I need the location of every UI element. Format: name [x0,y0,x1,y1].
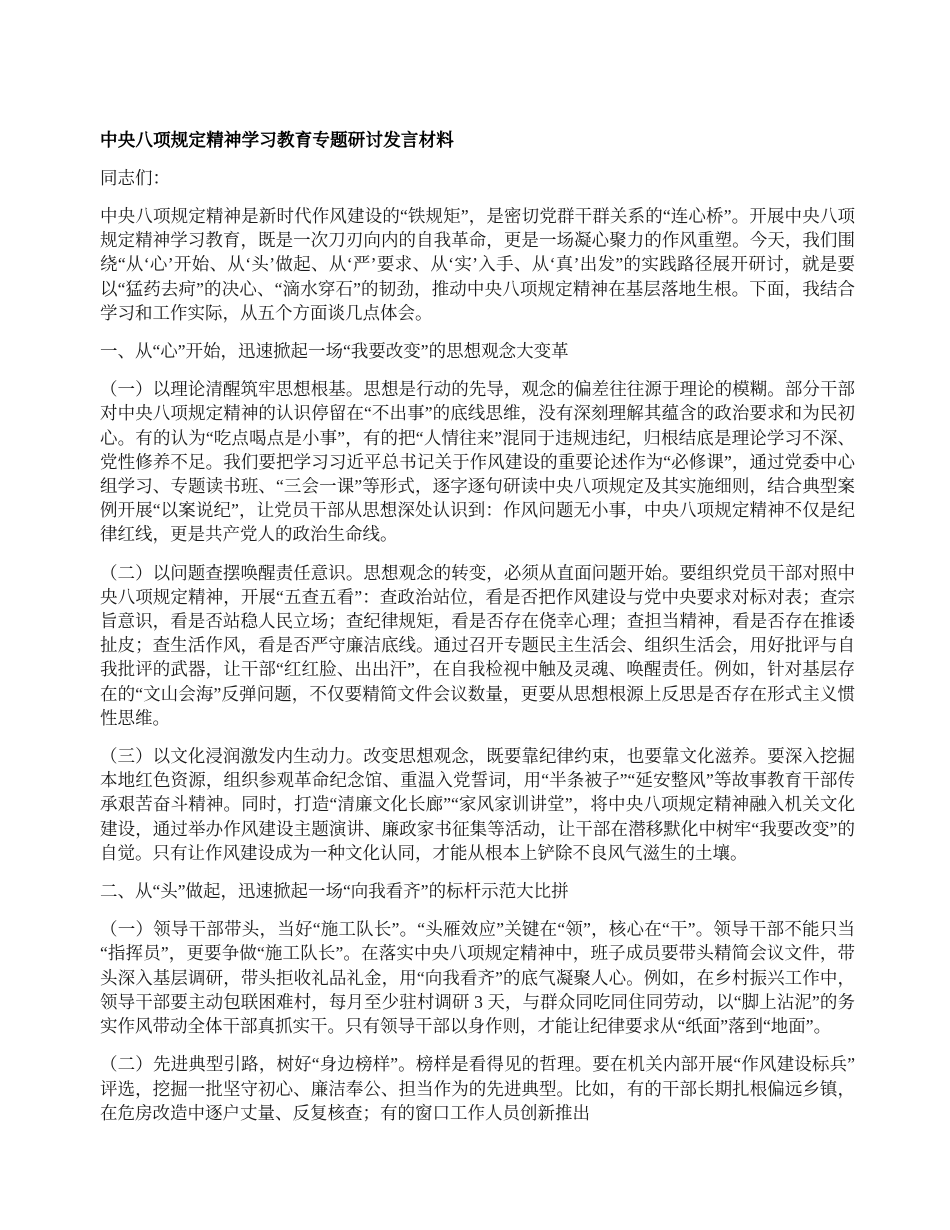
paragraph-section-2-item-2: （二）先进典型引路，树好“身边榜样”。榜样是看得见的哲理。要在机关内部开展“作风建设标兵”评选，挖掘一批坚守初心、廉洁奉公、担当作为的先进典型。比如，有的干部长期扎根偏远乡镇，在危房改造中逐户丈量、反复核查；有的窗口工作人员创新推出 [100,1054,855,1123]
section-heading-1: 一、从“心”开始，迅速掀起一场“我要改变”的思想观念大变革 [100,341,569,362]
paragraph-section-2-item-1: （一）领导干部带头，当好“施工队长”。“头雁效应”关键在“领”，核心在“干”。领导干部不能只当“指挥员”，更要争做“施工队长”。在落实中央八项规定精神中，班子成员要带头精简会议文件，带头深入基层调研，带头拒收礼品礼金，用“向我看齐”的底气凝聚人心。例如，在乡村振兴工作中，领导干部要主动包联困难村，每月至少驻村调研 3 天，与群众同吃同住同劳动，以“脚上沾泥”的务实作风带动全体干部真抓实干。只有领导干部以身作则，才能让纪律要求从“纸面”落到“地面”。 [100,919,855,1037]
section-heading-2: 二、从“头”做起，迅速掀起一场“向我看齐”的标杆示范大比拼 [100,881,569,902]
salutation: 同志们： [100,168,170,188]
paragraph-section-1-item-1: （一）以理论清醒筑牢思想根基。思想是行动的先导，观念的偏差往往源于理论的模糊。部分干部对中央八项规定精神的认识停留在“不出事”的底线思维，没有深刻理解其蕴含的政治要求和为民初心。有的认为“吃点喝点是小事”，有的把“人情往来”混同于违规违纪，归根结底是理论学习不深、党性修养不足。我们要把学习习近平总书记关于作风建设的重要论述作为“必修课”，通过党委中心组学习、专题读书班、“三会一课”等形式，逐字逐句研读中央八项规定及其实施细则，结合典型案例开展“以案说纪”，让党员干部从思想深处认识到：作风问题无小事，中央八项规定精神不仅是纪律红线，更是共产党人的政治生命线。 [100,379,855,545]
paragraph-intro: 中央八项规定精神是新时代作风建设的“铁规矩”，是密切党群干群关系的“连心桥”。开展中央八项规定精神学习教育，既是一次刀刃向内的自我革命，更是一场凝心聚力的作风重塑。今天，我们围绕“从‘心’开始、从‘头’做起、从‘严’要求、从‘实’入手、从‘真’出发”的实践路径展开研讨，就是要以“猛药去疴”的决心、“滴水穿石”的韧劲，推动中央八项规定精神在基层落地生根。下面，我结合学习和工作实际，从五个方面谈几点体会。 [100,206,855,323]
paragraph-section-1-item-3: （三）以文化浸润激发内生动力。改变思想观念，既要靠纪律约束，也要靠文化滋养。要深入挖掘本地红色资源，组织参观革命纪念馆、重温入党誓词，用“半条被子”“延安整风”等故事教育干部传承艰苦奋斗精神。同时，打造“清廉文化长廊”“家风家训讲堂”，将中央八项规定精神融入机关文化建设，通过举办作风建设主题演讲、廉政家书征集等活动，让干部在潜移默化中树牢“我要改变”的自觉。只有让作风建设成为一种文化认同，才能从根本上铲除不良风气滋生的土壤。 [100,746,855,863]
paragraph-section-1-item-2: （二）以问题查摆唤醒责任意识。思想观念的转变，必须从直面问题开始。要组织党员干部对照中央八项规定精神，开展“五查五看”：查政治站位，看是否把作风建设与党中央要求对标对表；查宗旨意识，看是否站稳人民立场；查纪律规矩，看是否存在侥幸心理；查担当精神，看是否存在推诿扯皮；查生活作风，看是否严守廉洁底线。通过召开专题民主生活会、组织生活会，用好批评与自我批评的武器，让干部“红红脸、出出汗”，在自我检视中触及灵魂、唤醒责任。例如，针对基层存在的“文山会海”反弹问题，不仅要精简文件会议数量，更要从思想根源上反思是否存在形式主义惯性思维。 [100,562,855,728]
page-title: 中央八项规定精神学习教育专题研讨发言材料 [100,130,454,150]
